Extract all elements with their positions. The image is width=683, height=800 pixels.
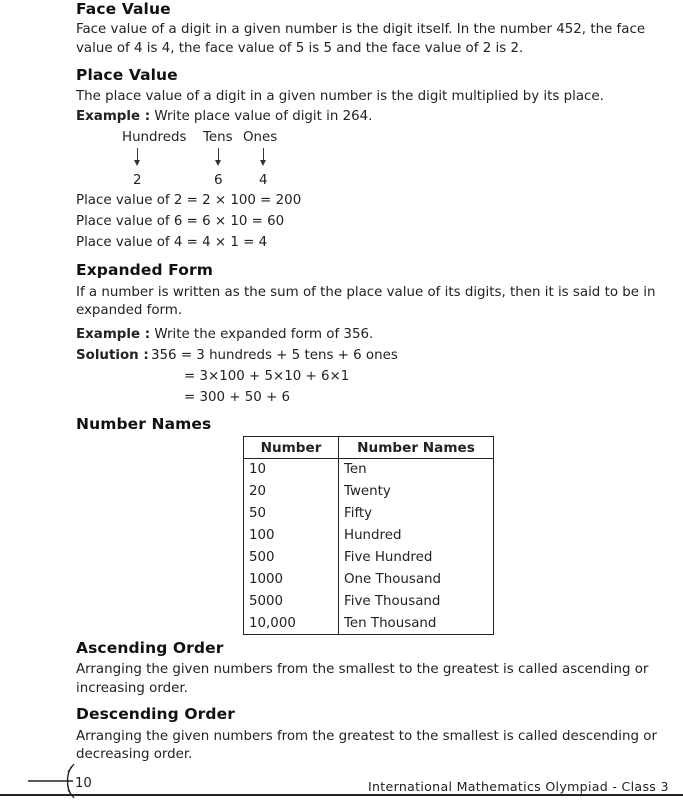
place-value-line-2: Place value of 6 = 6 × 10 = 60 <box>76 214 285 229</box>
digit-tens: 6 <box>214 173 223 188</box>
cell-number: 20 <box>244 481 339 503</box>
place-hundreds: Hundreds <box>122 130 187 145</box>
solution-step-2: = 3×100 + 5×10 + 6×1 <box>184 369 350 384</box>
ascending-order-line-1: Arranging the given numbers from the smallest to the greatest is called ascending or <box>76 662 649 677</box>
example-text: Write the expanded form of 356. <box>154 327 374 342</box>
footer-rule <box>0 794 683 796</box>
example-text: Write place value of digit in 264. <box>154 109 373 124</box>
expanded-form-example <box>76 326 373 345</box>
column-header-number-names: Number Names <box>339 437 494 459</box>
place-tens: Tens <box>203 130 233 145</box>
table-row <box>244 503 493 525</box>
cell-number: 1000 <box>244 568 339 590</box>
descending-order-line-2: decreasing order. <box>76 747 193 762</box>
expanded-form-line-1: If a number is written as the sum of the place value of its digits, then it is said to be in <box>76 285 656 300</box>
table-row <box>244 590 493 612</box>
cell-number: 100 <box>244 525 339 547</box>
cell-number: 10 <box>244 459 339 481</box>
face-value-line-2: value of 4 is 4, the face value of 5 is 5 and the face value of 2 is 2. <box>76 41 524 56</box>
digit-hundreds: 2 <box>133 173 142 188</box>
arrow-down-icon <box>218 148 219 164</box>
ascending-order-line-2: increasing order. <box>76 681 188 696</box>
table-row <box>244 481 493 503</box>
cell-name: Ten Thousand <box>344 615 437 631</box>
cell-name: Hundred <box>344 528 402 544</box>
cell-number: 5000 <box>244 590 339 612</box>
solution-step-1: 356 = 3 hundreds + 5 tens + 6 ones <box>151 348 398 363</box>
descending-order-line-1: Arranging the given numbers from the greatest to the smallest is called descending or <box>76 729 657 744</box>
expanded-form-line-2: expanded form. <box>76 303 183 318</box>
table-row <box>244 612 493 634</box>
cell-name: Five Hundred <box>344 550 433 565</box>
cell-name: Fifty <box>344 506 373 522</box>
face-value-heading: Face Value <box>76 0 171 18</box>
page-corner-ornament-icon <box>28 762 80 798</box>
expanded-form-heading: Expanded Form <box>76 261 213 279</box>
arrow-down-icon <box>263 148 264 164</box>
arrow-down-icon <box>137 148 138 164</box>
example-label: Example : <box>76 327 151 342</box>
place-value-example <box>76 108 372 127</box>
place-value-heading: Place Value <box>76 66 178 84</box>
place-value-line-3: Place value of 4 = 4 × 1 = 4 <box>76 235 268 250</box>
number-names-heading: Number Names <box>76 415 212 433</box>
cell-name: Ten <box>344 462 367 478</box>
example-label: Example : <box>76 109 151 124</box>
cell-number: 500 <box>244 547 339 569</box>
place-ones: Ones <box>243 130 278 145</box>
cell-name: Twenty <box>344 484 391 500</box>
cell-name: Five Thousand <box>344 593 441 609</box>
digit-ones: 4 <box>259 173 268 188</box>
table-row <box>244 525 493 547</box>
column-header-number: Number <box>244 437 339 459</box>
place-value-definition: The place value of a digit in a given number is the digit multiplied by its place. <box>76 89 604 104</box>
page-number: 10 <box>75 776 92 791</box>
solution-step-3: = 300 + 50 + 6 <box>184 390 291 405</box>
face-value-line-1: Face value of a digit in a given number is the digit itself. In the number 452, the face <box>76 22 646 37</box>
footer-title: International Mathematics Olympiad - Class 3 <box>368 779 669 794</box>
table-row <box>244 459 493 481</box>
cell-number: 10,000 <box>244 612 339 634</box>
table-row <box>244 568 493 590</box>
cell-name: One Thousand <box>344 571 442 587</box>
table-row <box>244 547 493 569</box>
ascending-order-heading: Ascending Order <box>76 639 224 657</box>
cell-number: 50 <box>244 503 339 525</box>
solution-label: Solution : <box>76 348 149 363</box>
descending-order-heading: Descending Order <box>76 705 235 723</box>
number-names-table <box>243 436 494 635</box>
place-value-line-1: Place value of 2 = 2 × 100 = 200 <box>76 193 302 208</box>
